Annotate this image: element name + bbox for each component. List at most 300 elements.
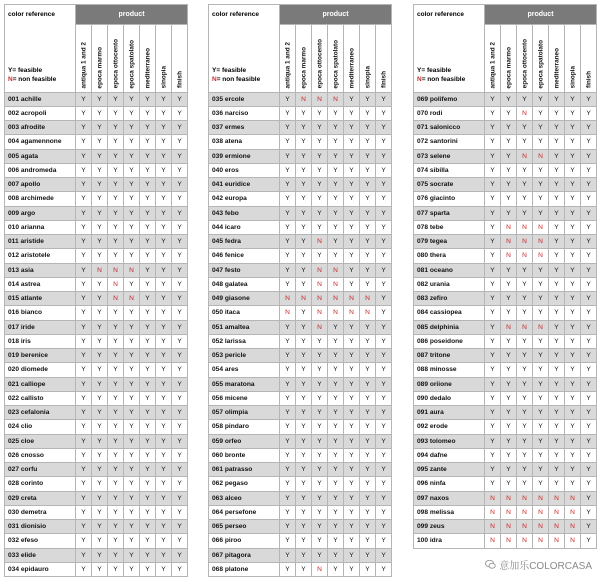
not-feasible-cell: N	[517, 149, 533, 163]
feasible-cell: Y	[581, 163, 597, 177]
table-row	[5, 192, 188, 206]
feasible-cell: Y	[328, 192, 344, 206]
feasible-cell: Y	[360, 192, 376, 206]
feasible-cell: Y	[344, 235, 360, 249]
feasible-cell: Y	[92, 92, 108, 106]
feasible-cell: Y	[280, 463, 296, 477]
feasible-cell: Y	[172, 220, 188, 234]
feasible-cell: Y	[280, 263, 296, 277]
feasible-cell: Y	[328, 448, 344, 462]
feasible-cell: Y	[360, 163, 376, 177]
feasible-cell: Y	[76, 377, 92, 391]
feasible-cell: Y	[280, 106, 296, 120]
feasible-cell: Y	[312, 448, 328, 462]
product-column-header	[376, 25, 392, 93]
feasible-cell: Y	[565, 92, 581, 106]
feasible-cell: Y	[156, 505, 172, 519]
feasible-cell: Y	[344, 363, 360, 377]
color-table-1	[4, 4, 188, 577]
feasible-cell: Y	[76, 121, 92, 135]
feasible-cell: Y	[172, 349, 188, 363]
feasible-cell: Y	[156, 477, 172, 491]
feasible-cell: Y	[140, 178, 156, 192]
feasible-cell: Y	[376, 263, 392, 277]
feasible-cell: Y	[76, 434, 92, 448]
feasible-cell: Y	[172, 263, 188, 277]
color-name: 098 melissa	[414, 505, 485, 519]
not-feasible-cell: N	[501, 235, 517, 249]
feasible-cell: Y	[172, 420, 188, 434]
feasible-cell: Y	[92, 562, 108, 576]
feasible-cell: Y	[92, 135, 108, 149]
feasible-cell: Y	[549, 320, 565, 334]
feasible-cell: Y	[296, 178, 312, 192]
feasible-cell: Y	[376, 420, 392, 434]
feasible-cell: Y	[376, 135, 392, 149]
feasible-cell: Y	[581, 349, 597, 363]
feasible-cell: Y	[296, 277, 312, 291]
feasible-cell: Y	[517, 277, 533, 291]
table-row	[414, 420, 597, 434]
feasible-cell: Y	[76, 334, 92, 348]
not-feasible-cell: N	[533, 220, 549, 234]
table-row	[414, 121, 597, 135]
feasible-cell: Y	[172, 163, 188, 177]
not-feasible-cell: N	[517, 505, 533, 519]
color-name: 050 itaca	[209, 306, 280, 320]
color-name: 064 persefone	[209, 505, 280, 519]
feasible-cell: Y	[108, 149, 124, 163]
color-name: 057 olimpia	[209, 406, 280, 420]
product-column-label: antiqua 1 and 2	[284, 41, 291, 89]
feasible-cell: Y	[517, 448, 533, 462]
table-row	[414, 477, 597, 491]
not-feasible-cell: N	[517, 491, 533, 505]
product-column-header	[172, 25, 188, 93]
feasible-cell: Y	[565, 149, 581, 163]
table-row	[5, 206, 188, 220]
feasible-cell: Y	[76, 220, 92, 234]
feasible-cell: Y	[565, 363, 581, 377]
table-row	[414, 263, 597, 277]
feasible-cell: Y	[549, 349, 565, 363]
feasible-cell: Y	[140, 263, 156, 277]
feasible-cell: Y	[156, 220, 172, 234]
not-feasible-cell: N	[565, 520, 581, 534]
feasible-cell: Y	[376, 377, 392, 391]
feasible-cell: Y	[485, 306, 501, 320]
feasible-cell: Y	[376, 92, 392, 106]
feasible-cell: Y	[280, 434, 296, 448]
feasible-cell: Y	[280, 505, 296, 519]
product-column-label: epoca spatolato	[128, 39, 135, 89]
not-feasible-cell: N	[549, 505, 565, 519]
feasible-cell: Y	[296, 562, 312, 576]
feasible-cell: Y	[76, 178, 92, 192]
color-name: 054 ares	[209, 363, 280, 377]
feasible-cell: Y	[501, 178, 517, 192]
feasible-cell: Y	[549, 406, 565, 420]
not-feasible-cell: N	[312, 292, 328, 306]
watermark-text: 意加乐COLORCASA	[499, 561, 592, 572]
feasible-cell: Y	[360, 263, 376, 277]
feasible-cell: Y	[565, 448, 581, 462]
feasible-cell: Y	[549, 363, 565, 377]
feasible-cell: Y	[501, 163, 517, 177]
feasible-cell: Y	[108, 220, 124, 234]
feasible-cell: Y	[517, 135, 533, 149]
feasible-cell: Y	[108, 163, 124, 177]
color-name: 084 cassiopea	[414, 306, 485, 320]
feasible-cell: Y	[76, 448, 92, 462]
feasible-cell: Y	[140, 163, 156, 177]
color-name: 007 apollo	[5, 178, 76, 192]
not-feasible-cell: N	[312, 306, 328, 320]
feasible-cell: Y	[565, 178, 581, 192]
feasible-cell: Y	[76, 92, 92, 106]
feasible-cell: Y	[140, 220, 156, 234]
feasible-cell: Y	[280, 178, 296, 192]
feasible-cell: Y	[360, 206, 376, 220]
feasible-cell: Y	[360, 149, 376, 163]
color-name: 089 oriione	[414, 377, 485, 391]
legend-y-key: Y	[8, 66, 13, 74]
feasible-cell: Y	[312, 206, 328, 220]
feasible-cell: Y	[533, 420, 549, 434]
color-table-2	[208, 4, 392, 577]
feasible-cell: Y	[360, 277, 376, 291]
feasible-cell: Y	[124, 391, 140, 405]
color-name: 018 iris	[5, 334, 76, 348]
feasible-cell: Y	[376, 505, 392, 519]
feasible-cell: Y	[156, 192, 172, 206]
feasible-cell: Y	[360, 434, 376, 448]
table-row	[5, 292, 188, 306]
feasible-cell: Y	[124, 106, 140, 120]
feasible-cell: Y	[581, 406, 597, 420]
feasible-cell: Y	[312, 106, 328, 120]
feasible-cell: Y	[108, 192, 124, 206]
feasible-cell: Y	[549, 448, 565, 462]
feasible-cell: Y	[328, 235, 344, 249]
feasible-cell: Y	[124, 277, 140, 291]
feasible-cell: Y	[92, 277, 108, 291]
feasible-cell: Y	[360, 477, 376, 491]
table-row	[414, 463, 597, 477]
table-row	[209, 562, 392, 576]
feasible-cell: Y	[501, 434, 517, 448]
feasible-cell: Y	[76, 292, 92, 306]
feasible-cell: Y	[296, 491, 312, 505]
feasible-cell: Y	[360, 491, 376, 505]
feasible-cell: Y	[581, 534, 597, 548]
feasible-cell: Y	[296, 206, 312, 220]
feasible-cell: Y	[76, 306, 92, 320]
feasible-cell: Y	[376, 106, 392, 120]
table-row	[5, 548, 188, 562]
not-feasible-cell: N	[328, 306, 344, 320]
feasible-cell: Y	[485, 420, 501, 434]
color-name: 082 urania	[414, 277, 485, 291]
product-column-header	[140, 25, 156, 93]
color-name: 065 perseo	[209, 520, 280, 534]
color-name: 067 pitagora	[209, 548, 280, 562]
feasible-cell: Y	[280, 149, 296, 163]
feasible-cell: Y	[76, 149, 92, 163]
table-row	[414, 220, 597, 234]
table-row	[414, 235, 597, 249]
not-feasible-cell: N	[549, 491, 565, 505]
product-column-header	[156, 25, 172, 93]
feasible-cell: Y	[76, 277, 92, 291]
feasible-cell: Y	[296, 249, 312, 263]
feasible-cell: Y	[376, 534, 392, 548]
feasible-cell: Y	[344, 520, 360, 534]
feasible-cell: Y	[108, 534, 124, 548]
feasible-cell: Y	[156, 349, 172, 363]
table-row	[209, 249, 392, 263]
feasible-cell: Y	[156, 491, 172, 505]
feasible-cell: Y	[172, 135, 188, 149]
feasible-cell: Y	[124, 320, 140, 334]
feasible-cell: Y	[581, 263, 597, 277]
feasible-cell: Y	[565, 391, 581, 405]
feasible-cell: Y	[92, 420, 108, 434]
color-name: 041 euridice	[209, 178, 280, 192]
not-feasible-cell: N	[501, 520, 517, 534]
feasible-cell: Y	[92, 520, 108, 534]
feasible-cell: Y	[501, 377, 517, 391]
feasible-cell: Y	[312, 149, 328, 163]
feasible-cell: Y	[328, 391, 344, 405]
color-name: 025 cloe	[5, 434, 76, 448]
table-row	[5, 249, 188, 263]
table-row	[414, 334, 597, 348]
feasible-cell: Y	[140, 420, 156, 434]
feasible-cell: Y	[280, 391, 296, 405]
table-row	[414, 349, 597, 363]
not-feasible-cell: N	[108, 292, 124, 306]
color-name: 022 callisto	[5, 391, 76, 405]
feasible-cell: Y	[581, 334, 597, 348]
table-row	[5, 363, 188, 377]
color-reference-header: color reference	[209, 5, 280, 25]
feasible-cell: Y	[485, 249, 501, 263]
feasible-cell: Y	[172, 178, 188, 192]
color-name: 071 salonicco	[414, 121, 485, 135]
color-name: 033 elide	[5, 548, 76, 562]
not-feasible-cell: N	[501, 491, 517, 505]
not-feasible-cell: N	[124, 263, 140, 277]
feasible-cell: Y	[92, 149, 108, 163]
feasible-cell: Y	[533, 206, 549, 220]
feasible-cell: Y	[124, 463, 140, 477]
color-name: 014 astrea	[5, 277, 76, 291]
feasible-cell: Y	[501, 135, 517, 149]
feasible-cell: Y	[76, 491, 92, 505]
feasible-cell: Y	[312, 534, 328, 548]
feasible-cell: Y	[76, 263, 92, 277]
feasible-cell: Y	[140, 463, 156, 477]
feasible-cell: Y	[312, 434, 328, 448]
feasible-cell: Y	[280, 334, 296, 348]
not-feasible-cell: N	[312, 235, 328, 249]
feasible-cell: Y	[485, 192, 501, 206]
feasible-cell: Y	[140, 249, 156, 263]
feasible-cell: Y	[360, 320, 376, 334]
feasible-cell: Y	[296, 377, 312, 391]
table-row	[209, 420, 392, 434]
feasible-cell: Y	[76, 349, 92, 363]
feasible-cell: Y	[360, 135, 376, 149]
feasible-cell: Y	[360, 235, 376, 249]
feasible-cell: Y	[485, 263, 501, 277]
table-row	[5, 391, 188, 405]
feasible-cell: Y	[501, 277, 517, 291]
color-reference-header: color reference	[5, 5, 76, 25]
feasible-cell: Y	[296, 220, 312, 234]
feasible-cell: Y	[296, 477, 312, 491]
feasible-cell: Y	[565, 477, 581, 491]
feasible-cell: Y	[76, 192, 92, 206]
color-name: 036 narciso	[209, 106, 280, 120]
table-row	[209, 505, 392, 519]
color-name: 015 atlante	[5, 292, 76, 306]
feasible-cell: Y	[312, 249, 328, 263]
feasible-cell: Y	[581, 277, 597, 291]
feasible-cell: Y	[581, 92, 597, 106]
feasible-cell: Y	[565, 263, 581, 277]
feasible-cell: Y	[376, 306, 392, 320]
product-column-header	[328, 25, 344, 93]
product-column-label: epoca spatolato	[537, 39, 544, 89]
feasible-cell: Y	[140, 106, 156, 120]
feasible-cell: Y	[156, 448, 172, 462]
color-name: 072 santorini	[414, 135, 485, 149]
feasible-cell: Y	[92, 249, 108, 263]
color-name: 087 tritone	[414, 349, 485, 363]
legend	[414, 25, 485, 93]
table-row	[414, 434, 597, 448]
product-column-label: epoca marmo	[505, 46, 512, 89]
table-row	[5, 505, 188, 519]
feasible-cell: Y	[485, 434, 501, 448]
feasible-cell: Y	[565, 249, 581, 263]
table-row	[5, 121, 188, 135]
not-feasible-cell: N	[501, 320, 517, 334]
feasible-cell: Y	[344, 420, 360, 434]
feasible-cell: Y	[328, 420, 344, 434]
feasible-cell: Y	[344, 178, 360, 192]
feasible-cell: Y	[140, 548, 156, 562]
color-name: 001 achille	[5, 92, 76, 106]
feasible-cell: Y	[312, 406, 328, 420]
feasible-cell: Y	[76, 163, 92, 177]
color-name: 091 aura	[414, 406, 485, 420]
feasible-cell: Y	[581, 106, 597, 120]
feasible-cell: Y	[533, 377, 549, 391]
feasible-cell: Y	[108, 520, 124, 534]
feasible-cell: Y	[565, 163, 581, 177]
feasible-cell: Y	[360, 505, 376, 519]
feasible-cell: Y	[533, 306, 549, 320]
color-name: 079 tegea	[414, 235, 485, 249]
feasible-cell: Y	[172, 192, 188, 206]
legend	[5, 25, 76, 93]
feasible-cell: Y	[92, 434, 108, 448]
feasible-cell: Y	[92, 505, 108, 519]
feasible-cell: Y	[108, 377, 124, 391]
feasible-cell: Y	[549, 178, 565, 192]
legend-n-key: N	[212, 75, 217, 83]
feasible-cell: Y	[344, 334, 360, 348]
table-row	[5, 235, 188, 249]
feasible-cell: Y	[485, 377, 501, 391]
color-name: 053 pericle	[209, 349, 280, 363]
feasible-cell: Y	[172, 306, 188, 320]
not-feasible-cell: N	[485, 505, 501, 519]
legend-n-text: = non feasible	[12, 75, 57, 83]
not-feasible-cell: N	[124, 292, 140, 306]
feasible-cell: Y	[501, 121, 517, 135]
feasible-cell: Y	[280, 491, 296, 505]
feasible-cell: Y	[296, 349, 312, 363]
table-row	[209, 306, 392, 320]
not-feasible-cell: N	[517, 235, 533, 249]
feasible-cell: Y	[108, 92, 124, 106]
feasible-cell: Y	[344, 249, 360, 263]
color-name: 019 berenice	[5, 349, 76, 363]
feasible-cell: Y	[140, 306, 156, 320]
product-column-header	[360, 25, 376, 93]
feasible-cell: Y	[581, 420, 597, 434]
feasible-cell: Y	[581, 292, 597, 306]
feasible-cell: Y	[312, 135, 328, 149]
table-row	[209, 163, 392, 177]
feasible-cell: Y	[376, 334, 392, 348]
feasible-cell: Y	[92, 477, 108, 491]
feasible-cell: Y	[533, 92, 549, 106]
feasible-cell: Y	[549, 121, 565, 135]
table-row	[5, 149, 188, 163]
color-name: 034 epidauro	[5, 562, 76, 576]
color-name: 043 febo	[209, 206, 280, 220]
color-name: 009 argo	[5, 206, 76, 220]
feasible-cell: Y	[76, 135, 92, 149]
feasible-cell: Y	[344, 391, 360, 405]
color-name: 086 poseidone	[414, 334, 485, 348]
not-feasible-cell: N	[533, 320, 549, 334]
feasible-cell: Y	[156, 149, 172, 163]
feasible-cell: Y	[156, 534, 172, 548]
table-row	[414, 306, 597, 320]
feasible-cell: Y	[296, 163, 312, 177]
feasible-cell: Y	[156, 562, 172, 576]
feasible-cell: Y	[360, 520, 376, 534]
feasible-cell: Y	[172, 463, 188, 477]
color-name: 012 aristotele	[5, 249, 76, 263]
color-name: 031 dionisio	[5, 520, 76, 534]
feasible-cell: Y	[549, 92, 565, 106]
feasible-cell: Y	[92, 121, 108, 135]
feasible-cell: Y	[140, 491, 156, 505]
table-row	[209, 520, 392, 534]
feasible-cell: Y	[533, 334, 549, 348]
product-column-label: finish	[585, 71, 593, 89]
feasible-cell: Y	[533, 434, 549, 448]
product-column-header	[565, 25, 581, 93]
table-row	[209, 448, 392, 462]
